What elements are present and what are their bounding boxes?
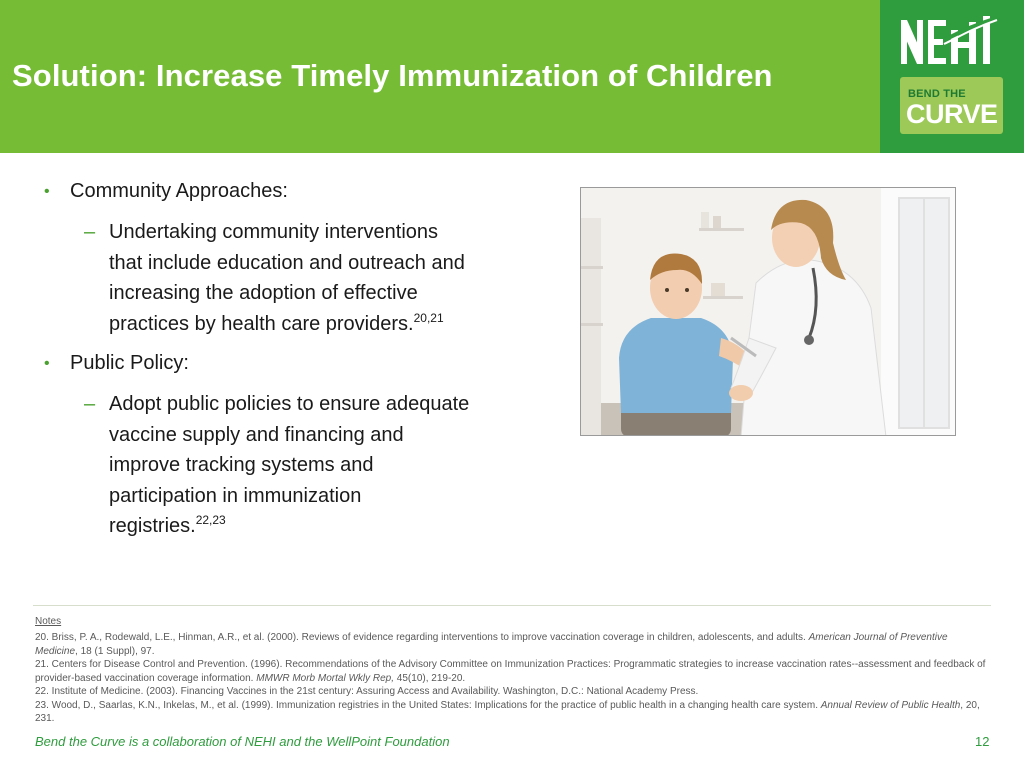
sub-line-last: registries.$^{22,23}$ [109, 513, 226, 537]
slide-title: Solution: Increase Timely Immunization of Children [12, 58, 773, 93]
logo-bend-text: BEND THE [908, 88, 966, 100]
citation-superscript: 20,21 [413, 310, 444, 325]
sub-line: Undertaking community interventions [109, 221, 439, 243]
bullet-icon: • [44, 355, 50, 372]
notes-label: Notes [35, 616, 62, 627]
sub-line-last: practices by health care providers.$^{20,21}$ [109, 310, 444, 335]
nehi-logo [899, 14, 1003, 68]
bullet-icon: • [44, 183, 50, 200]
sub-line: Adopt public policies to ensure adequate [109, 393, 470, 415]
photo-illustration [581, 188, 956, 436]
page-number: 12 [975, 734, 990, 749]
bend-the-curve-logo [900, 77, 1003, 134]
citation-superscript: 22,23 [195, 513, 226, 527]
logo-curve-text: CURVE [906, 99, 998, 129]
sub-line: increasing the adoption of effective [109, 282, 418, 304]
sub-line: that include education and outreach and [109, 251, 465, 274]
dash-icon: – [84, 393, 96, 415]
sub-line: improve tracking systems and [109, 454, 374, 476]
reference-22: 22. Institute of Medicine. (2003). Financing Vaccines in the 21st century: Assuring Access and Availability. Washington, D.C.: National Academy Press. [35, 686, 699, 697]
notes-references [35, 631, 990, 726]
bullet-community-approaches: Community Approaches: [70, 180, 288, 202]
bullet-public-policy: Public Policy: [70, 352, 189, 374]
sub-line: participation in immunization [109, 484, 362, 507]
sub-line: vaccine supply and financing and [109, 423, 404, 446]
footer-attribution: Bend the Curve is a collaboration of NEHI and the WellPoint Foundation [35, 734, 450, 749]
photo-nurse-vaccinating-child [580, 187, 956, 436]
sub-bullet-public-policy [109, 389, 469, 542]
title-banner [0, 0, 880, 153]
reference-23: 23. Wood, D., Saarlas, K.N., Inkelas, M., et al. (1999). Immunization registries in the United States: Implications for the practice of public health in a changing health care system. Annual Review of Public Health, 20, 231. [35, 699, 980, 724]
dash-icon: – [84, 221, 96, 243]
reference-21: 21. Centers for Disease Control and Prevention. (1996). Recommendations of the Advisory Committee on Immunization Practices: Programmatic strategies to increase vaccination rates--assessment and feedback of provider-based vaccination coverage information. MMWR Morb Mortal Wkly Rep, 45(10), 219-20. [35, 659, 986, 684]
sub-bullet-community [109, 217, 465, 339]
notes-divider [33, 605, 991, 606]
reference-20: 20. Briss, P. A., Rodewald, L.E., Hinman, A.R., et al. (2000). Reviews of evidence regarding interventions to improve vaccination coverage in children, adolescents, and adults. American Journal of Preventive Medicine, 18 (1 Suppl), 97. [35, 632, 948, 657]
